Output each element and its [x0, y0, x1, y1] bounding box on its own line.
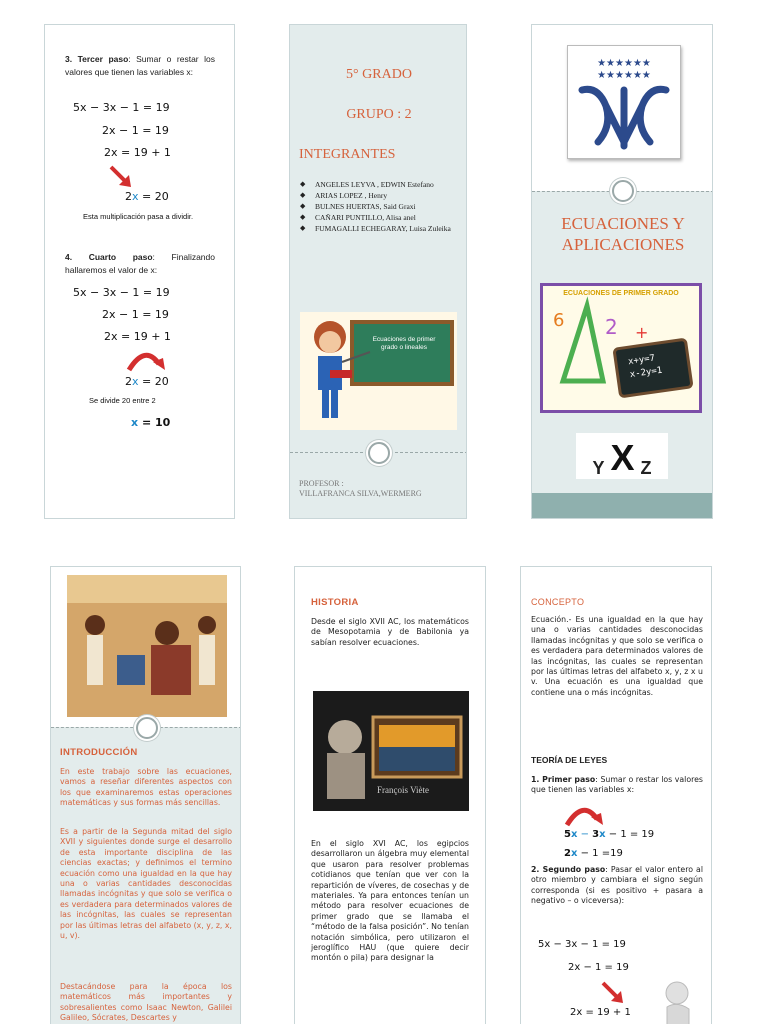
member-item: ◆ FUMAGALLI ECHEGARAY, Luisa Zuleika: [300, 223, 462, 234]
brochure-title: ECUACIONES Y APLICACIONES: [561, 214, 685, 254]
panel-history: [294, 566, 486, 1024]
step3-eq-3: 2x = 19 + 1: [104, 146, 171, 159]
history-heading: HISTORIA: [311, 597, 359, 608]
history-paragraph-2: En el siglo XVI AC, los egipcios desarrollaron un álgebra muy elemental que usaron para resolver problemas cotidianos que tenían que ver con la repartición de víveres, de cosechas y de materiales. Ya para entonces tenían un método para resolver ecuaciones de primer grado que se llamaba el “método de la falsa posición”. No tenían notación simbólica, pero utilizaron el jeroglífico HAU (que quiere decir montón o pila) para designar la: [311, 839, 469, 963]
step2-eq-3: 2x = 19 + 1: [570, 1007, 631, 1018]
footer-band: [532, 493, 713, 519]
board-text: Ecuaciones de primer grado o lineales: [372, 336, 436, 351]
step3-eq-1: 5x − 3x − 1 = 19: [73, 101, 170, 114]
intro-heading: INTRODUCCIÓN: [60, 747, 138, 758]
step4-note: Se divide 20 entre 2: [89, 396, 156, 405]
letter-x: X: [610, 437, 635, 478]
logo-area: [532, 25, 713, 191]
teacher-illustration: [300, 312, 457, 430]
members-list: [300, 179, 462, 234]
arrow-down-right-icon: [599, 979, 629, 1007]
member-item: ◆ BULNES HUERTAS, Said Graxi: [300, 201, 462, 212]
intro-paragraph-2: Es a partir de la Segunda mitad del siglo XVII y siguientes donde surge el desarrollo de esta importante disciplina de las ciencias exactas; y definimos el termino ecuación como una igualdad en la que hay una o varias cantidades desconocidas llamadas incógnitas y que solo se verifica o es verdadera para determinados valores de las incógnitas, las cuales se representan por las últimas letras del alfabeto (x, y, z, x, u, v).: [60, 827, 232, 941]
step4-text: 4. Cuarto paso: Finalizando hallaremos el valor de x:: [65, 252, 215, 275]
crest-logo-icon: [568, 46, 680, 158]
step2-eq-1: 5x − 3x − 1 = 19: [538, 939, 626, 950]
ring-ornament-icon: [612, 180, 634, 202]
svg-text:6: 6: [553, 310, 565, 331]
laws-subheading: TEORÍA DE LEYES: [531, 755, 608, 765]
letter-y: Y: [592, 458, 605, 478]
step1-eq-2: 2x − 1 =19: [564, 848, 623, 859]
egyptian-image: [67, 575, 227, 717]
svg-text:★★★★★★: ★★★★★★: [597, 70, 651, 81]
xyz-letters: [576, 433, 668, 479]
history-paragraph-1: Desde el siglo XVII AC, los matemáticos de Mesopotamia y de Babilonia ya sabían resolver ecuaciones.: [311, 617, 469, 647]
svg-text:+: +: [635, 323, 649, 342]
step1-eq-1: 5x − 3x − 1 = 19: [564, 829, 655, 840]
panel-concept: [520, 566, 712, 1024]
ring-ornament-icon: [136, 717, 158, 739]
intro-paragraph-3: Destacándose para la época los matemáticos más importantes y sobresalientes como Isaac Newton, Galilei Galileo, Sócrates, Descartes y: [60, 982, 232, 1023]
letter-z: Z: [640, 458, 652, 478]
ring-ornament-icon: [368, 442, 390, 464]
concept-heading: CONCEPTO: [531, 597, 585, 607]
svg-text:★★★★★★: ★★★★★★: [597, 58, 651, 69]
panel-introduction: [50, 566, 241, 1024]
math-symbols-illustration: [543, 286, 699, 410]
step4-result: 2x = 20: [125, 375, 169, 388]
curved-arrow-icon: [123, 348, 169, 374]
image-caption: ECUACIONES DE PRIMER GRADO: [563, 290, 679, 297]
board-equations: x+y=7 x-2y=1: [627, 353, 663, 381]
panel-cover-title: [531, 24, 713, 519]
step3-note: Esta multiplicación pasa a dividir.: [83, 212, 194, 221]
arrow-down-right-icon: [107, 163, 137, 193]
member-item: ◆ ANGELES LEYVA , EDWIN Estefano: [300, 179, 462, 190]
egyptian-painting-illustration: [67, 575, 227, 717]
teacher-clipart: [300, 312, 457, 430]
step4-eq-3: 2x = 19 + 1: [104, 330, 171, 343]
grade-label: 5° GRADO: [346, 67, 412, 82]
step3-result: 2x = 20: [125, 190, 169, 203]
panel-cover-info: [289, 24, 467, 519]
final-result: x = 10: [131, 416, 171, 429]
step4-eq-1: 5x − 3x − 1 = 19: [73, 286, 170, 299]
step2-text: 2. Segundo paso: Pasar el valor entero al otro miembro y cambiara el signo según corresponda (si es positivo + pasara a negativo – o viceversa):: [531, 865, 703, 906]
svg-text:2: 2: [605, 315, 618, 339]
professor: PROFESOR : VILLAFRANCA SILVA,WERMERG: [299, 479, 422, 498]
portrait-caption: François Viète: [377, 785, 430, 795]
members-heading: INTEGRANTES: [299, 147, 396, 162]
step4-eq-2: 2x − 1 = 19: [102, 308, 169, 321]
member-item: ◆ ARIAS LOPEZ , Henry: [300, 190, 462, 201]
panel-steps-3-4: [44, 24, 235, 519]
curved-arrow-icon: [561, 803, 607, 829]
thinking-figure-icon: [659, 979, 699, 1024]
step3-text: 3. Tercer paso: Sumar o restar los valores que tienen las variables x:: [65, 54, 215, 77]
group-label: GRUPO : 2: [346, 107, 412, 122]
concept-paragraph: Ecuación.- Es una igualdad en la que hay una o varias cantidades desconocidas llamadas incógnitas y que solo se verifica o es verdadera para determinados valores de las incógnitas, las cuales se representan por las últimas letras del alfabeto x, y, z x u v. Una ecuación es una igualdad que contiene una o más incógnitas.: [531, 615, 703, 697]
step2-eq-2: 2x − 1 = 19: [568, 962, 629, 973]
equations-image: [540, 283, 702, 413]
step1-text: 1. Primer paso: Sumar o restar los valores que tienen las variables x:: [531, 775, 703, 795]
school-logo: [567, 45, 681, 159]
intro-paragraph-1: En este trabajo sobre las ecuaciones, vamos a reseñar diferentes aspectos con los que examinaremos estas operaciones matemáticas y sus formas más sencillas.: [60, 767, 232, 808]
viete-portrait-image: [313, 691, 469, 811]
member-item: ◆ CAÑARI PUNTILLO, Alisa anel: [300, 212, 462, 223]
step3-eq-2: 2x − 1 = 19: [102, 124, 169, 137]
